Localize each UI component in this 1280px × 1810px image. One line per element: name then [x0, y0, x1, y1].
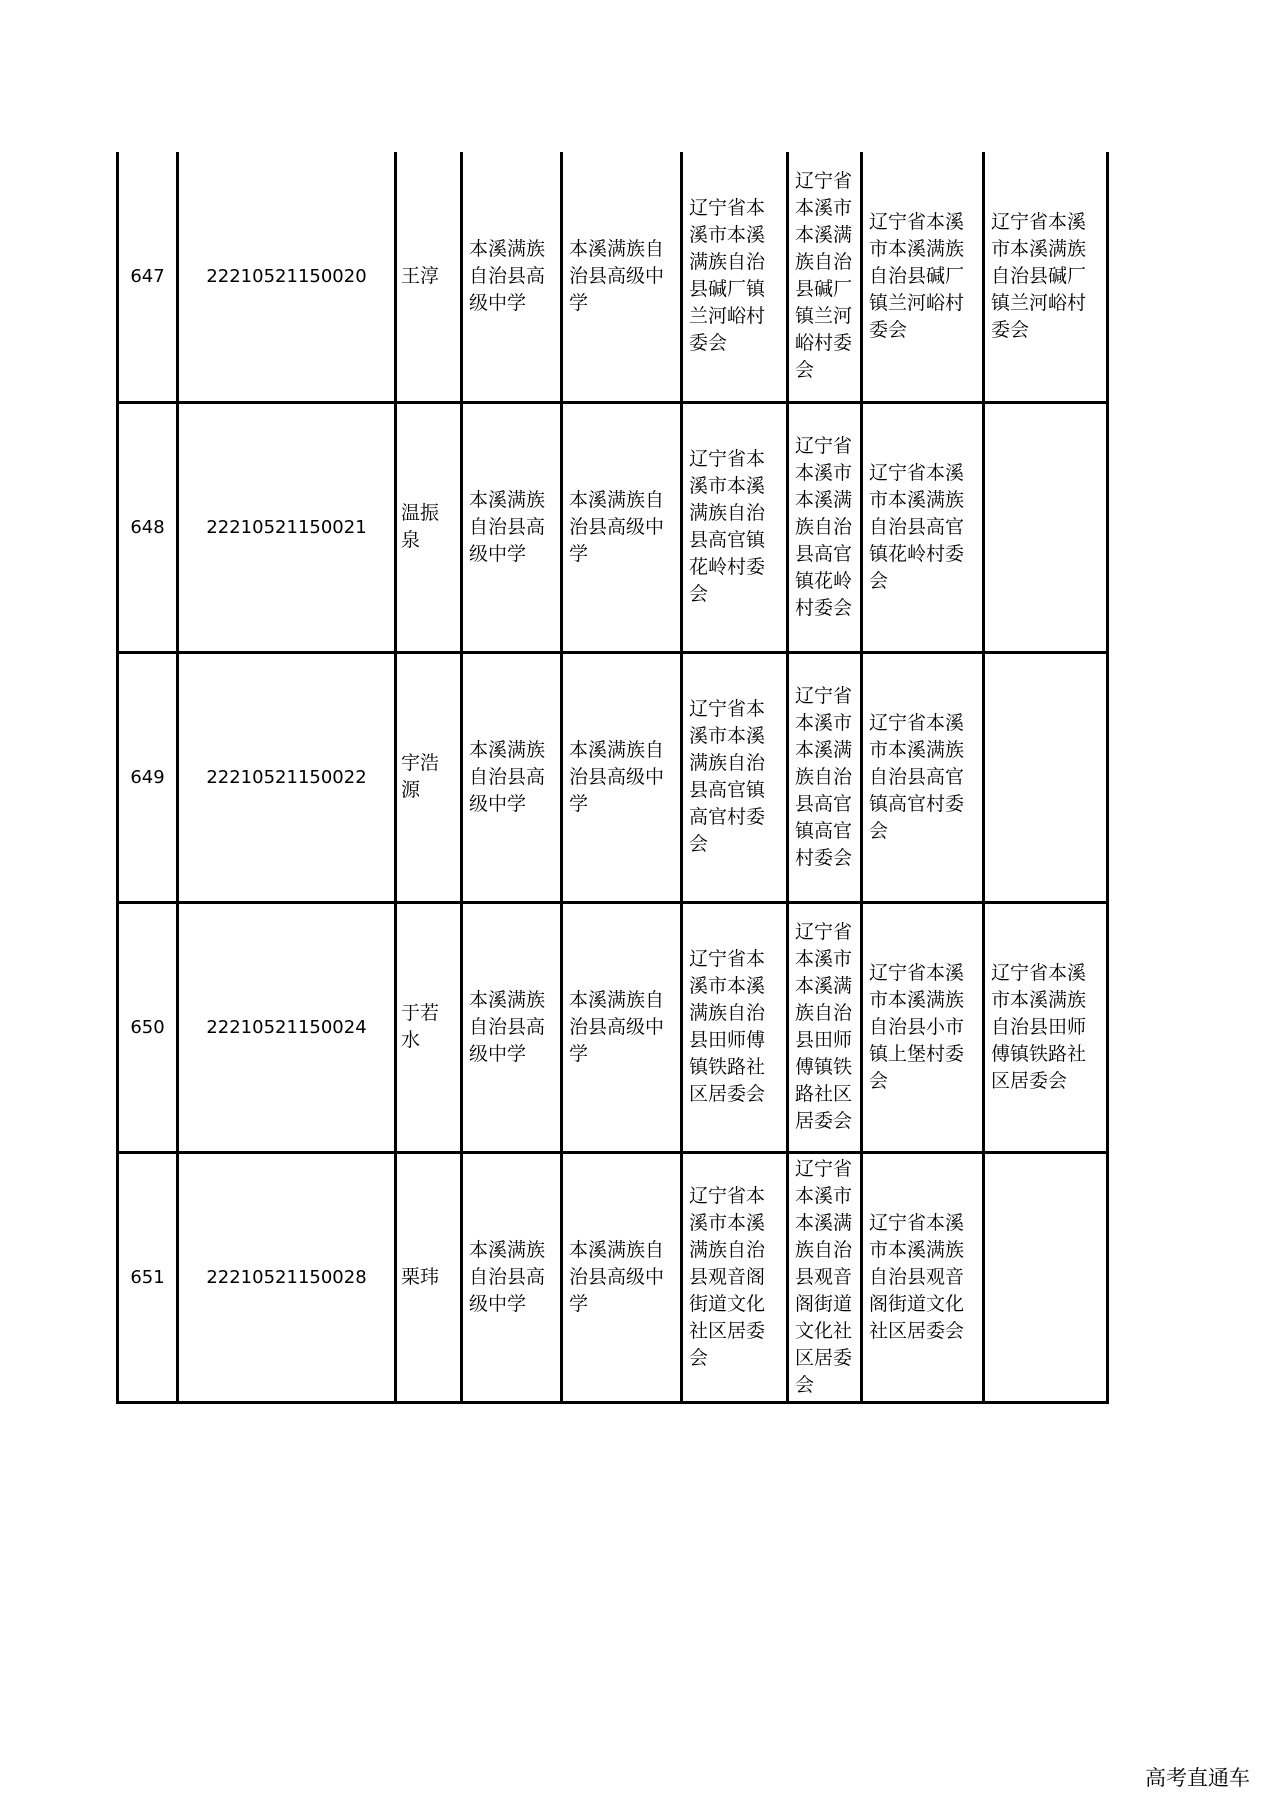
row-number: 650: [118, 902, 178, 1152]
student-name: 于若水: [396, 902, 462, 1152]
address-1: 辽宁省本溪市本溪满族自治县高官镇高官村委会: [682, 652, 788, 902]
table-row: [118, 152, 1108, 402]
address-3: 辽宁省本溪市本溪满族自治县观音阁街道文化社区居委会: [862, 1152, 984, 1402]
exam-id: 22210521150022: [178, 652, 396, 902]
table-row: [118, 902, 1108, 1152]
table-row: [118, 1152, 1108, 1402]
address-3: 辽宁省本溪市本溪满族自治县小市镇上堡村委会: [862, 902, 984, 1152]
unit: 本溪满族自治县高级中学: [562, 652, 682, 902]
school: 本溪满族自治县高级中学: [462, 652, 562, 902]
school: 本溪满族自治县高级中学: [462, 402, 562, 652]
address-1: 辽宁省本溪市本溪满族自治县田师傅镇铁路社区居委会: [682, 902, 788, 1152]
address-2: 辽宁省本溪市本溪满族自治县高官镇高官村委会: [788, 652, 862, 902]
row-number: 651: [118, 1152, 178, 1402]
unit: 本溪满族自治县高级中学: [562, 902, 682, 1152]
address-4: [984, 1152, 1108, 1402]
address-1: 辽宁省本溪市本溪满族自治县碱厂镇兰河峪村委会: [682, 152, 788, 402]
student-name: 温振泉: [396, 402, 462, 652]
unit: 本溪满族自治县高级中学: [562, 1152, 682, 1402]
address-4: [984, 652, 1108, 902]
row-number: 648: [118, 402, 178, 652]
school: 本溪满族自治县高级中学: [462, 152, 562, 402]
school: 本溪满族自治县高级中学: [462, 902, 562, 1152]
address-3: 辽宁省本溪市本溪满族自治县碱厂镇兰河峪村委会: [862, 152, 984, 402]
address-2: 辽宁省本溪市本溪满族自治县田师傅镇铁路社区居委会: [788, 902, 862, 1152]
unit: 本溪满族自治县高级中学: [562, 402, 682, 652]
exam-id: 22210521150024: [178, 902, 396, 1152]
address-1: 辽宁省本溪市本溪满族自治县高官镇花岭村委会: [682, 402, 788, 652]
student-table: [116, 152, 1109, 1404]
unit: 本溪满族自治县高级中学: [562, 152, 682, 402]
student-name: 栗玮: [396, 1152, 462, 1402]
row-number: 649: [118, 652, 178, 902]
address-4: [984, 402, 1108, 652]
address-3: 辽宁省本溪市本溪满族自治县高官镇高官村委会: [862, 652, 984, 902]
school: 本溪满族自治县高级中学: [462, 1152, 562, 1402]
address-1: 辽宁省本溪市本溪满族自治县观音阁街道文化社区居委会: [682, 1152, 788, 1402]
watermark: 高考直通车: [1145, 1766, 1250, 1790]
student-name: 王淳: [396, 152, 462, 402]
table-row: [118, 652, 1108, 902]
address-3: 辽宁省本溪市本溪满族自治县高官镇花岭村委会: [862, 402, 984, 652]
address-4: 辽宁省本溪市本溪满族自治县碱厂镇兰河峪村委会: [984, 152, 1108, 402]
exam-id: 22210521150020: [178, 152, 396, 402]
exam-id: 22210521150021: [178, 402, 396, 652]
address-2: 辽宁省本溪市本溪满族自治县高官镇花岭村委会: [788, 402, 862, 652]
address-2: 辽宁省本溪市本溪满族自治县碱厂镇兰河峪村委会: [788, 152, 862, 402]
table-row: [118, 402, 1108, 652]
exam-id: 22210521150028: [178, 1152, 396, 1402]
address-2: 辽宁省本溪市本溪满族自治县观音阁街道文化社区居委会: [788, 1152, 862, 1402]
address-4: 辽宁省本溪市本溪满族自治县田师傅镇铁路社区居委会: [984, 902, 1108, 1152]
student-name: 宇浩源: [396, 652, 462, 902]
row-number: 647: [118, 152, 178, 402]
